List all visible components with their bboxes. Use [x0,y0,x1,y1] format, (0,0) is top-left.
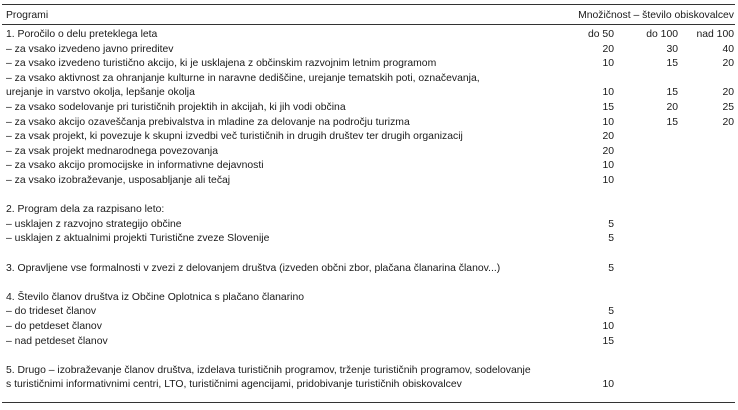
col-up-to-100: do 100 [646,29,678,40]
value-up-to-50: 15 [602,102,614,113]
value-up-to-100: 15 [666,87,678,99]
value-up-to-50: 20 [602,131,614,143]
table-row [6,130,734,143]
row-label: – za vsako akcijo ozaveščanja prebivalstva in mladine za delovanje na področju turizma [6,116,410,128]
header-row [6,9,734,22]
value-up-to-100: 20 [666,102,678,113]
table-row [6,218,734,231]
row-label: – za vsako izvedeno javno prireditev [6,43,174,55]
table-row [6,28,734,41]
row-label: s turističnimi informativnimi centri, LTO, turističnimi agencijami, pridobivanje turističnih obiskovalcev [6,379,462,391]
value-up-to-50: 5 [608,233,614,245]
table-row [6,159,734,172]
row-label: – za vsako izobraževanje, usposabljanje ali tečaj [6,175,231,186]
value-up-to-50: 15 [602,335,614,347]
table-row [6,276,734,289]
value-up-to-50: 5 [608,262,614,274]
value-up-to-50: 10 [602,379,614,391]
table-row [6,349,734,362]
value-over-100: 20 [722,87,734,99]
value-up-to-50: 10 [602,175,614,186]
top-rule [2,4,735,5]
table-row [6,72,734,85]
col-up-to-50: do 50 [587,29,614,40]
table-row [6,291,734,304]
value-up-to-50: 10 [602,321,614,332]
row-label: – usklajen z aktualnimi projekti Turistične zveze Slovenije [6,233,270,245]
table-row [6,174,734,187]
row-label: 4. Število članov društva iz Občine Oplotnica s plačano članarino [6,291,305,303]
table-row [6,43,734,56]
quantity-header: Množičnost – število obiskovalcev [578,10,734,21]
value-up-to-50: 20 [602,145,614,157]
table-row [6,320,734,333]
row-label: – do trideset članov [6,306,97,318]
table-row [6,232,734,245]
row-label: – za vsako akcijo promocijske in informativne dejavnosti [6,160,264,172]
table-row [6,57,734,70]
row-label: – za vsak projekt, ki povezuje k skupni izvedbi več turističnih in drugih društev ter drugih organizacij [6,131,463,143]
row-label: 3. Opravljene vse formalnosti v zvezi z delovanjem društva (izveden občni zbor, plačana članarina članov...) [6,262,501,274]
table-row [6,364,734,377]
value-up-to-100: 15 [666,58,678,70]
table-row [6,86,734,99]
row-label: – nad petdeset članov [6,335,108,347]
row-label: urejanje in varstvo okolja, lepšanje okolja [6,87,195,99]
header-rule [2,24,735,25]
value-over-100: 25 [722,102,734,113]
table-row [6,247,734,260]
row-label: – za vsako sodelovanje pri turističnih projektih in akcijah, ki jih vodi občina [6,102,346,113]
table-row [6,335,734,348]
value-up-to-100: 30 [666,43,678,55]
value-up-to-50: 5 [608,306,614,318]
row-label: – za vsako izvedeno turistično akcijo, ki je usklajena z občinskim razvojnim letnim programom [6,58,437,70]
table-row [6,145,734,158]
value-up-to-50: 10 [602,160,614,172]
table-row [6,189,734,202]
value-up-to-50: 10 [602,87,614,99]
table-row [6,101,734,114]
table-row [6,203,734,216]
bottom-rule [2,402,735,403]
table-row [6,305,734,318]
row-label: 1. Poročilo o delu preteklega leta [6,29,158,40]
table-row [6,262,734,275]
value-over-100: 40 [722,43,734,55]
row-label: 5. Drugo – izobraževanje članov društva, izdelava turističnih programov, trženje turističnih programov, sodelovanje [6,364,531,376]
table-row [6,116,734,129]
value-up-to-50: 20 [602,43,614,55]
row-label: – za vsako aktivnost za ohranjanje kulturne in naravne dediščine, urejanje tematskih poti, označevanja, [6,72,480,84]
value-over-100: 20 [722,116,734,128]
col-over-100: nad 100 [696,29,734,40]
value-up-to-50: 10 [602,116,614,128]
value-up-to-50: 5 [608,218,614,230]
row-label: – usklajen z razvojno strategijo občine [6,218,182,230]
value-up-to-100: 15 [666,116,678,128]
programs-header: Programi [6,10,49,21]
value-up-to-50: 10 [602,58,614,70]
row-label: – za vsak projekt mednarodnega povezovanja [6,145,218,157]
row-label: – do petdeset članov [6,321,102,332]
table-row [6,378,734,391]
value-over-100: 20 [722,58,734,70]
row-label: 2. Program dela za razpisano leto: [6,204,165,216]
